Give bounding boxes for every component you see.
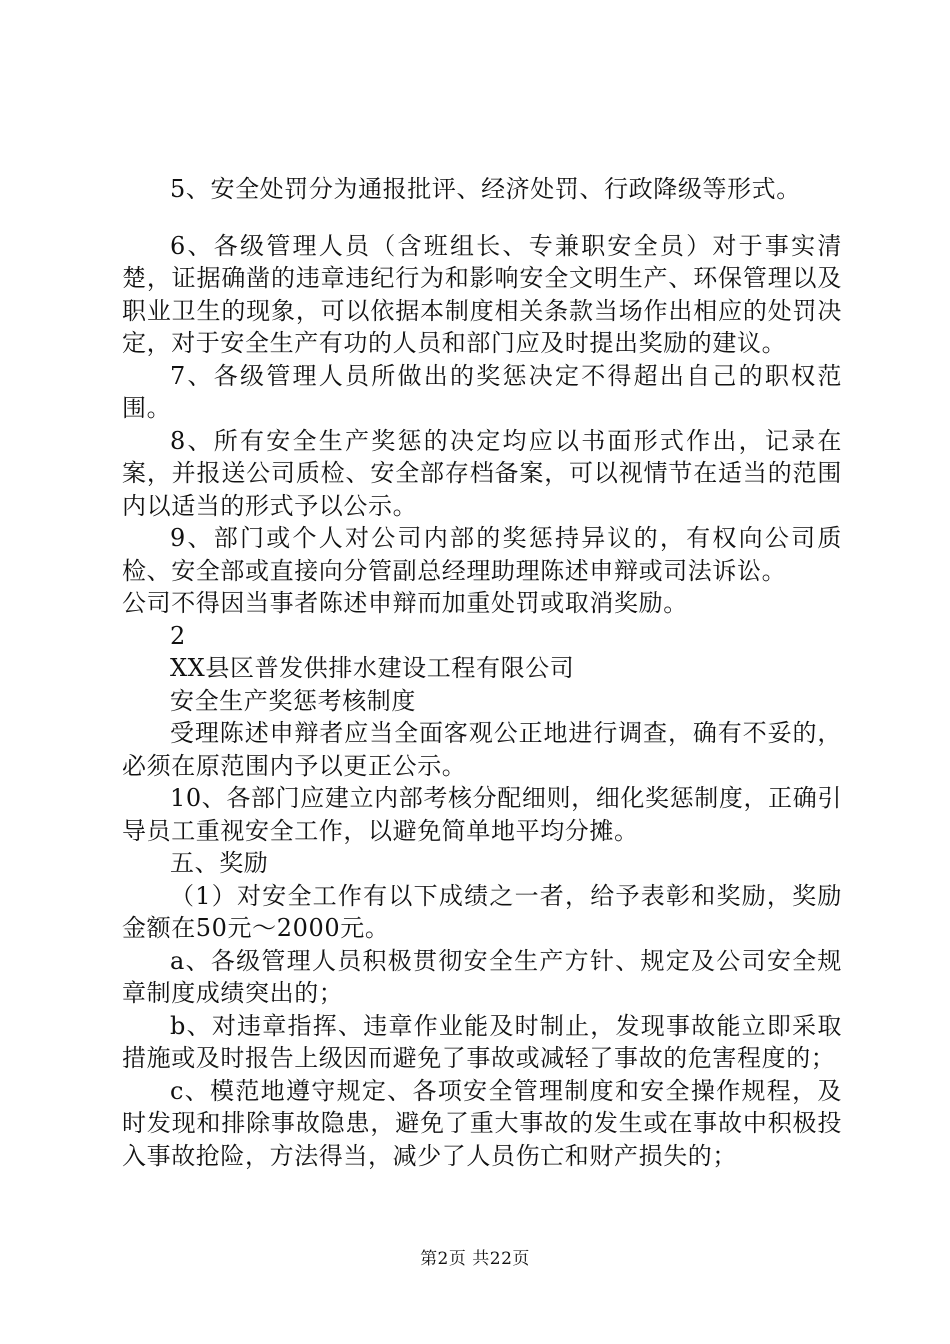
company-name: XX县区普发供排水建设工程有限公司 <box>170 654 575 682</box>
paragraph-reward-1: （1）对安全工作有以下成绩之一者，给予表彰和奖励，奖励金额在50元～2000元。 <box>122 881 842 942</box>
paragraph-review: 受理陈述申辩者应当全面客观公正地进行调查，确有不妥的，必须在原范围内予以更正公示。 <box>122 719 842 780</box>
page-footer: 第2页 共22页 <box>420 1249 530 1269</box>
page-number-text: 2 <box>170 621 186 650</box>
paragraph-item-8: 8、所有安全生产奖惩的决定均应以书面形式作出，记录在案，并报送公司质检、安全部存档备案，可以视情节在适当的范围内以适当的形式予以公示。 <box>122 426 842 520</box>
paragraph-reward-c: c、模范地遵守规定、各项安全管理制度和安全操作规程，及时发现和排除事故隐患，避免了重大事故的发生或在事故中积极投入事故抢险，方法得当，减少了人员伤亡和财产损失的； <box>122 1076 842 1170</box>
paragraph-item-9: 9、部门或个人对公司内部的奖惩持异议的，有权向公司质检、安全部或直接向分管副总经理助理陈述申辩或司法诉讼。 <box>122 524 842 585</box>
paragraph-item-7: 7、各级管理人员所做出的奖惩决定不得超出自己的职权范围。 <box>122 361 842 422</box>
paragraph-continuation: 公司不得因当事者陈述申辩而加重处罚或取消奖励。 <box>122 589 688 617</box>
document-body <box>122 173 842 1172</box>
document-title: 安全生产奖惩考核制度 <box>170 686 416 715</box>
paragraph-reward-b: b、对违章指挥、违章作业能及时制止，发现事故能立即采取措施或及时报告上级因而避免了事故或减轻了事故的危害程度的； <box>122 1011 842 1072</box>
paragraph-item-5: 5、安全处罚分为通报批评、经济处罚、行政降级等形式。 <box>170 175 801 203</box>
paragraph-reward-a: a、各级管理人员积极贯彻安全生产方针、规定及公司安全规章制度成绩突出的； <box>122 946 842 1007</box>
paragraph-item-6: 6、各级管理人员（含班组长、专兼职安全员）对于事实清楚，证据确凿的违章违纪行为和影响安全文明生产、环保管理以及职业卫生的现象，可以依据本制度相关条款当场作出相应的处罚决定，对于安全生产有功的人员和部门应及时提出奖励的建议。 <box>122 231 842 357</box>
paragraph-item-10: 10、各部门应建立内部考核分配细则，细化奖惩制度，正确引导员工重视安全工作，以避免简单地平均分摊。 <box>122 784 842 845</box>
section-heading-rewards: 五、奖励 <box>170 849 269 877</box>
